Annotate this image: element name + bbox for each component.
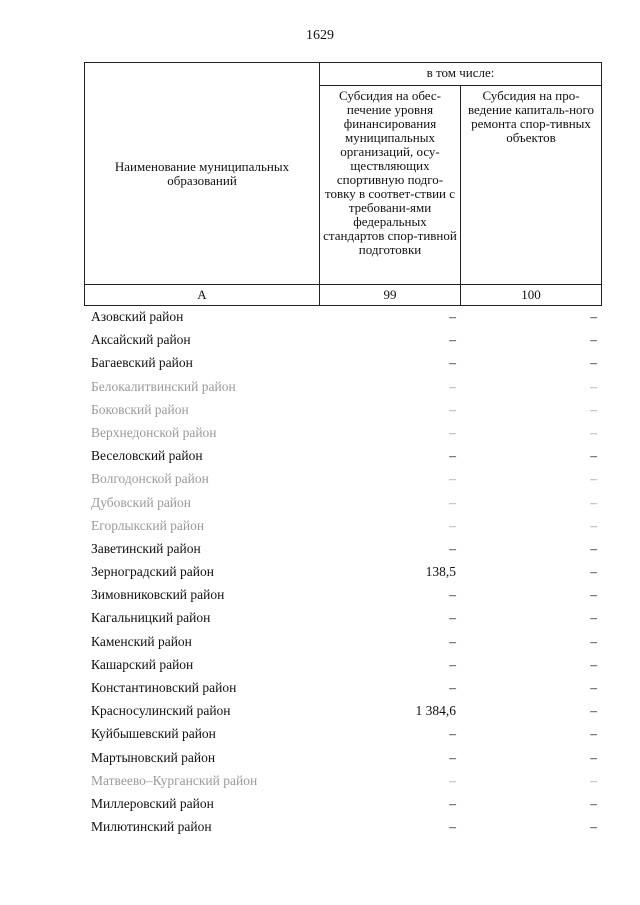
value-col-100: – xyxy=(590,749,597,765)
value-col-99: – xyxy=(449,332,456,348)
table-row xyxy=(84,537,601,560)
header-including: в том числе: xyxy=(320,63,602,86)
value-col-100: – xyxy=(590,309,597,324)
municipality-name: Заветинский район xyxy=(91,540,201,556)
table-body xyxy=(84,305,601,838)
municipality-name: Зерноградский район xyxy=(91,564,214,580)
municipality-name: Волгодонской район xyxy=(91,471,209,487)
value-col-99: – xyxy=(449,471,456,487)
header-municipality-name: Наименование муниципальных образований xyxy=(85,63,320,285)
value-col-100: – xyxy=(590,448,597,464)
municipality-name: Миллеровский район xyxy=(91,795,214,811)
municipality-name: Зимовниковский район xyxy=(91,587,225,603)
municipality-name: Багаевский район xyxy=(91,355,193,371)
table-row xyxy=(84,722,601,745)
value-col-100: – xyxy=(590,633,597,649)
value-col-99: – xyxy=(449,309,456,324)
header-code-99: 99 xyxy=(320,285,461,306)
municipality-name: Куйбышевский район xyxy=(91,726,216,742)
table-row xyxy=(84,769,601,792)
municipality-name: Кагальницкий район xyxy=(91,610,211,626)
value-col-100: – xyxy=(590,656,597,672)
municipality-name: Аксайский район xyxy=(91,332,191,348)
value-col-99: – xyxy=(449,517,456,533)
value-col-100: – xyxy=(590,703,597,719)
municipality-name: Белокалитвинский район xyxy=(91,378,236,394)
value-col-100: – xyxy=(590,540,597,556)
value-col-100: – xyxy=(590,517,597,533)
table-row xyxy=(84,699,601,722)
value-col-100: – xyxy=(590,819,597,835)
municipality-name: Азовский район xyxy=(91,309,184,324)
value-col-100: – xyxy=(590,471,597,487)
table-row xyxy=(84,328,601,351)
value-col-100: – xyxy=(590,355,597,371)
value-col-100: – xyxy=(590,401,597,417)
table-row xyxy=(84,792,601,815)
value-col-99: – xyxy=(449,378,456,394)
value-col-100: – xyxy=(590,610,597,626)
municipality-name: Дубовский район xyxy=(91,494,192,510)
table-row xyxy=(84,606,601,629)
municipality-name: Матвеево–Курганский район xyxy=(91,772,258,788)
table-row xyxy=(84,491,601,514)
value-col-99: – xyxy=(449,494,456,510)
value-col-100: – xyxy=(590,564,597,580)
table-row xyxy=(84,583,601,606)
value-col-99: – xyxy=(449,633,456,649)
value-col-99: – xyxy=(449,726,456,742)
value-col-100: – xyxy=(590,795,597,811)
table-row xyxy=(84,676,601,699)
value-col-99: 1 384,6 xyxy=(415,703,456,719)
value-col-100: – xyxy=(590,772,597,788)
table-row xyxy=(84,467,601,490)
municipality-name: Верхнедонской район xyxy=(91,424,217,440)
municipality-name: Кашарский район xyxy=(91,656,194,672)
municipality-name: Милютинский район xyxy=(91,819,212,835)
municipality-name: Егорлыкский район xyxy=(91,517,205,533)
table-row xyxy=(84,560,601,583)
value-col-99: – xyxy=(449,819,456,835)
municipality-name: Мартыновский район xyxy=(91,749,216,765)
value-col-100: – xyxy=(590,378,597,394)
table-row xyxy=(84,398,601,421)
header-code-100: 100 xyxy=(461,285,602,306)
header-subsidy-capital-repair: Субсидия на про-ведение капиталь-ного ремонта спор-тивных объектов xyxy=(461,86,602,285)
value-col-99: – xyxy=(449,355,456,371)
page-number: 1629 xyxy=(306,28,334,43)
table-row xyxy=(84,653,601,676)
value-col-99: – xyxy=(449,424,456,440)
municipality-name: Каменский район xyxy=(91,633,192,649)
value-col-99: – xyxy=(449,749,456,765)
value-col-99: – xyxy=(449,401,456,417)
value-col-99: 138,5 xyxy=(425,564,456,580)
value-col-99: – xyxy=(449,540,456,556)
value-col-99: – xyxy=(449,795,456,811)
value-col-99: – xyxy=(449,772,456,788)
value-col-100: – xyxy=(590,332,597,348)
municipality-name: Красносулинский район xyxy=(91,703,231,719)
value-col-100: – xyxy=(590,494,597,510)
table-row xyxy=(84,630,601,653)
municipality-name: Константиновский район xyxy=(91,680,237,695)
value-col-100: – xyxy=(590,424,597,440)
value-col-99: – xyxy=(449,448,456,464)
header-code-a: А xyxy=(85,285,320,306)
table-row xyxy=(84,514,601,537)
value-col-100: – xyxy=(590,680,597,695)
table-row xyxy=(84,746,601,769)
table-row xyxy=(84,421,601,444)
header-subsidy-sport-training: Субсидия на обес-печение уровня финансирования муниципальных организаций, осу-ществляющих спортивную подго-товку в соответ-ствии с требовани-ями федеральных стандартов спор-тивной подготовки xyxy=(320,86,461,285)
value-col-100: – xyxy=(590,587,597,603)
municipality-name: Боковский район xyxy=(91,401,189,417)
municipality-name: Веселовский район xyxy=(91,448,203,464)
value-col-100: – xyxy=(590,726,597,742)
value-col-99: – xyxy=(449,656,456,672)
table-header xyxy=(84,62,602,306)
table-row xyxy=(84,351,601,374)
value-col-99: – xyxy=(449,610,456,626)
table-row xyxy=(84,375,601,398)
table-row xyxy=(84,444,601,467)
table-row xyxy=(84,305,601,328)
value-col-99: – xyxy=(449,587,456,603)
table-row xyxy=(84,815,601,838)
value-col-99: – xyxy=(449,680,456,695)
